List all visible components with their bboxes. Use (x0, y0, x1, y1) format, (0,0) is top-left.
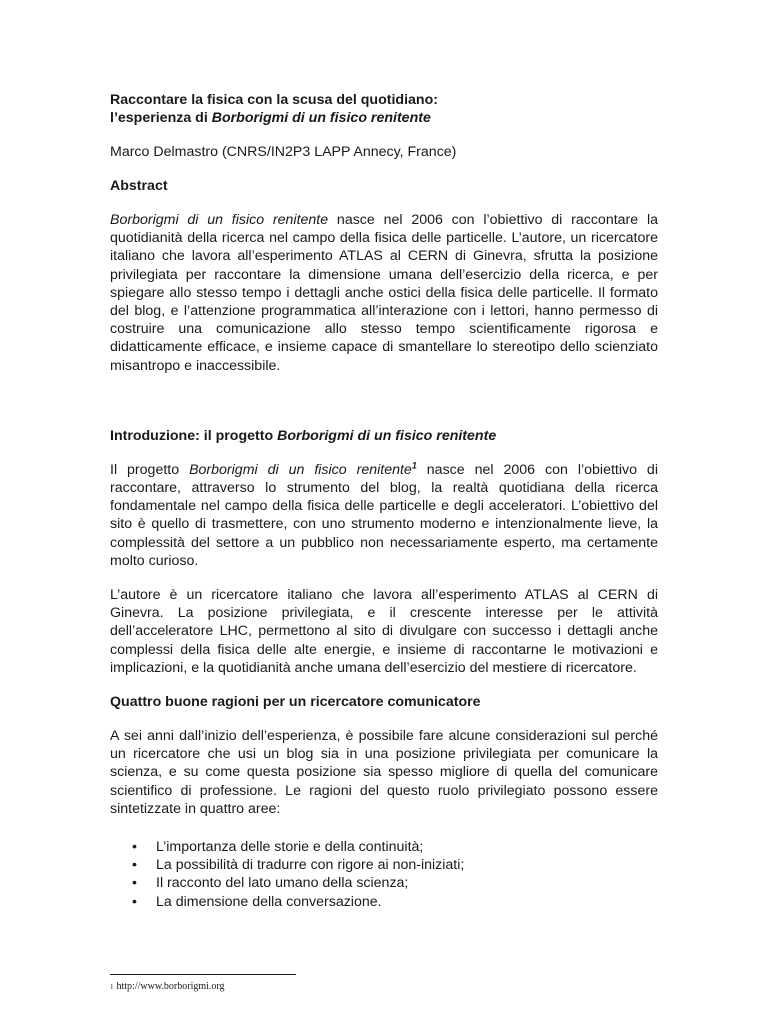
footnote (110, 981, 225, 993)
intro-heading-italic: Borborigmi di un fisico renitente (277, 427, 497, 444)
list-item-text: La possibilità di tradurre con rigore ai non-iniziati; (156, 857, 465, 874)
intro-paragraph-1 (110, 461, 658, 570)
list-item-text: La dimensione della conversazione. (156, 893, 382, 910)
bullet-icon: • (132, 893, 137, 910)
list-item (110, 838, 658, 856)
reasons-list (110, 838, 658, 911)
bullet-icon: • (132, 857, 137, 874)
footnote-divider (110, 974, 296, 975)
intro-heading-prefix: Introduzione: il progetto (110, 427, 278, 444)
reasons-paragraph: A sei anni dall’inizio dell’esperienza, è possibile fare alcune considerazioni sul perché un ricercatore che usi un blog sia in una posizione privilegiata per comunicare la scienza, e su come questa posizione sia spesso migliore di quella del comunicare scientifico di professione. Le ragioni del questo ruolo privilegiato possono essere sintetizzate in quattro aree: (110, 728, 658, 817)
list-item-text: Il racconto del lato umano della scienza; (156, 875, 409, 892)
abstract-paragraph (110, 211, 658, 375)
intro-heading (110, 427, 658, 445)
list-item (110, 874, 658, 892)
intro-p1-prefix: Il progetto (110, 461, 190, 478)
intro-p1-text: nasce nel 2006 con l’obiettivo di raccontare, attraverso lo strumento del blog, la realtà quotidiana della ricerca fondamentale nel campo della fisica delle particelle e degli acceleratori. L’obiettivo del sito è quello di trasmettere, con uno strumento moderno e intenzionalmente lieve, la complessità del settore a un pubblico non necessariamente esperto, ma certamente molto curioso. (110, 461, 658, 569)
list-item (110, 893, 658, 911)
abstract-text: nasce nel 2006 con l’obiettivo di raccontare la quotidianità della ricerca nel campo della fisica delle particelle. L’autore, un ricercatore italiano che lavora all’esperimento ATLAS al CERN di Ginevra, sfrutta la posizione privilegiata per raccontare la dimensione umana dell’esercizio della ricerca, e per spiegare allo stesso tempo i dettagli anche ostici della fisica delle particelle. Il formato del blog, e l’attenzione programmatica all’interazione con i lettori, hanno permesso di costruire una comunicazione allo stesso tempo scientificamente rigorosa e didatticamente efficace, e insieme capace di smantellare lo stereotipo dello scienziato misantropo e inaccessibile. (110, 212, 658, 374)
title-line-2-prefix: l’esperienza di (110, 110, 212, 126)
footnote-reference: 1 (411, 460, 417, 471)
list-item-text: L’importanza delle storie e della continuità; (156, 839, 424, 856)
document-title (110, 91, 658, 127)
intro-paragraph-2: L’autore è un ricercatore italiano che lavora all’esperimento ATLAS al CERN di Ginevra. La posizione privilegiata, e il crescente interesse per le attività dell’acceleratore LHC, permettono al sito di divulgare con successo i dettagli anche complessi della fisica delle alte energie, e insieme di raccontarne le motivazioni e implicazioni, e la quotidianità anche umana dell’esercizio del mestiere di ricercatore. (110, 587, 658, 676)
bullet-icon: • (132, 839, 137, 856)
title-line-2-italic: Borborigmi di un fisico renitente (211, 110, 431, 126)
footnote-link[interactable]: http://www.borborigmi.org (116, 981, 225, 992)
author-line: Marco Delmastro (CNRS/IN2P3 LAPP Annecy, France) (110, 144, 457, 160)
list-item (110, 856, 658, 874)
footnote-number: 1 (110, 983, 114, 991)
title-line-1: Raccontare la fisica con la scusa del quotidiano: (110, 92, 438, 108)
document-body (110, 91, 658, 911)
intro-p1-italic: Borborigmi di un fisico renitente (189, 461, 412, 478)
abstract-italic-title: Borborigmi di un fisico renitente (110, 212, 329, 228)
reasons-heading: Quattro buone ragioni per un ricercatore comunicatore (110, 694, 481, 711)
abstract-heading: Abstract (110, 178, 168, 194)
bullet-icon: • (132, 875, 137, 892)
